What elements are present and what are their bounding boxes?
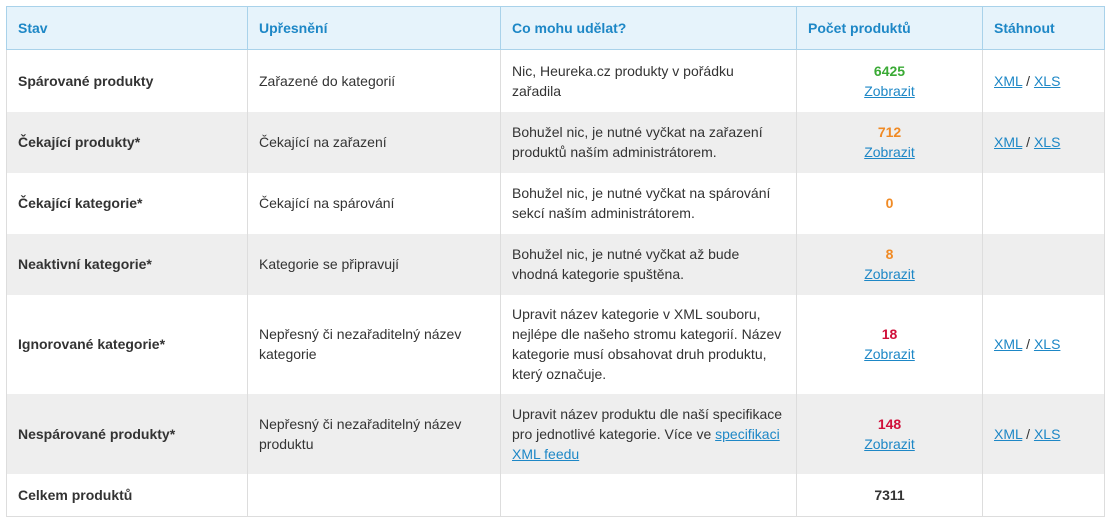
download-separator: / <box>1026 336 1034 352</box>
detail-text: Kategorie se připravují <box>248 234 501 295</box>
download-xml-link[interactable]: XML <box>994 336 1023 352</box>
action-text: Bohužel nic, je nutné vyčkat na spárování sekcí naším administrátorem. <box>501 173 797 234</box>
download-cell <box>983 112 1105 173</box>
state-label: Nespárované produkty* <box>7 394 248 474</box>
download-xls-link[interactable]: XLS <box>1033 336 1061 352</box>
table-row <box>7 234 1105 295</box>
show-products-link[interactable]: Zobrazit <box>864 144 915 160</box>
product-count: 6425 <box>873 62 906 79</box>
download-xls-link[interactable]: XLS <box>1033 425 1061 442</box>
download-separator: / <box>1026 72 1034 89</box>
product-status-table <box>6 6 1105 517</box>
table-row <box>7 394 1105 474</box>
show-products-link[interactable]: Zobrazit <box>864 266 915 282</box>
feed-specification-link[interactable]: specifikaci XML feedu <box>512 425 780 462</box>
table-row <box>7 112 1105 173</box>
count-cell <box>797 234 983 295</box>
detail-text: Čekající na spárování <box>248 173 501 234</box>
show-products-link[interactable]: Zobrazit <box>864 435 915 452</box>
download-cell <box>983 173 1105 234</box>
download-xml-link[interactable]: XML <box>994 72 1023 89</box>
table-row <box>7 173 1105 234</box>
detail-text: Čekající na zařazení <box>248 112 501 173</box>
detail-text: Zařazené do kategorií <box>248 50 501 112</box>
empty-cell <box>248 474 501 517</box>
header-pocet-produktu: Počet produktů <box>797 7 983 50</box>
action-text: Upravit název kategorie v XML souboru, nejlépe dle našeho stromu kategorií. Název kategorie musí obsahovat druh produktu, který označuje. <box>501 295 797 394</box>
download-separator: / <box>1026 134 1034 150</box>
download-cell <box>983 50 1105 112</box>
table-row <box>7 50 1105 112</box>
empty-cell <box>501 474 797 517</box>
detail-text: Nepřesný či nezařaditelný název kategorie <box>248 295 501 394</box>
count-cell <box>797 295 983 394</box>
action-text: Bohužel nic, je nutné vyčkat na zařazení produktů naším administrátorem. <box>501 112 797 173</box>
total-count-cell <box>797 474 983 517</box>
state-label: Spárované produkty <box>7 50 248 112</box>
total-row <box>7 474 1105 517</box>
header-stahnout: Stáhnout <box>983 7 1105 50</box>
count-cell <box>797 394 983 474</box>
action-text <box>501 394 797 474</box>
product-count: 712 <box>877 124 902 140</box>
state-label: Ignorované kategorie* <box>7 295 248 394</box>
download-xml-link[interactable]: XML <box>994 134 1023 150</box>
count-cell <box>797 50 983 112</box>
download-xls-link[interactable]: XLS <box>1033 134 1061 150</box>
count-cell <box>797 173 983 234</box>
product-count: 8 <box>885 246 894 262</box>
download-cell <box>983 234 1105 295</box>
header-co-mohu-udelat: Co mohu udělat? <box>501 7 797 50</box>
table-row <box>7 295 1105 394</box>
total-label: Celkem produktů <box>7 474 248 517</box>
download-cell <box>983 295 1105 394</box>
state-label: Neaktivní kategorie* <box>7 234 248 295</box>
empty-cell <box>983 474 1105 517</box>
count-cell <box>797 112 983 173</box>
header-upresneni: Upřesnění <box>248 7 501 50</box>
state-label: Čekající produkty* <box>7 112 248 173</box>
download-xml-link[interactable]: XML <box>994 425 1023 442</box>
header-stav: Stav <box>7 7 248 50</box>
action-text: Nic, Heureka.cz produkty v pořádku zařadila <box>501 50 797 112</box>
action-text-body: Upravit název produktu dle naší specifikace pro jednotlivé kategorie. Více ve <box>512 405 783 442</box>
action-text: Bohužel nic, je nutné vyčkat až bude vhodná kategorie spuštěna. <box>501 234 797 295</box>
product-count: 148 <box>877 415 902 432</box>
download-separator: / <box>1026 425 1034 442</box>
download-cell <box>983 394 1105 474</box>
show-products-link[interactable]: Zobrazit <box>864 82 915 99</box>
product-count: 0 <box>885 195 894 211</box>
header-row <box>7 7 1105 50</box>
state-label: Čekající kategorie* <box>7 173 248 234</box>
product-count: 18 <box>881 326 898 342</box>
detail-text: Nepřesný či nezařaditelný název produktu <box>248 394 501 474</box>
download-xls-link[interactable]: XLS <box>1033 72 1061 89</box>
show-products-link[interactable]: Zobrazit <box>864 346 915 362</box>
total-count: 7311 <box>874 486 905 503</box>
